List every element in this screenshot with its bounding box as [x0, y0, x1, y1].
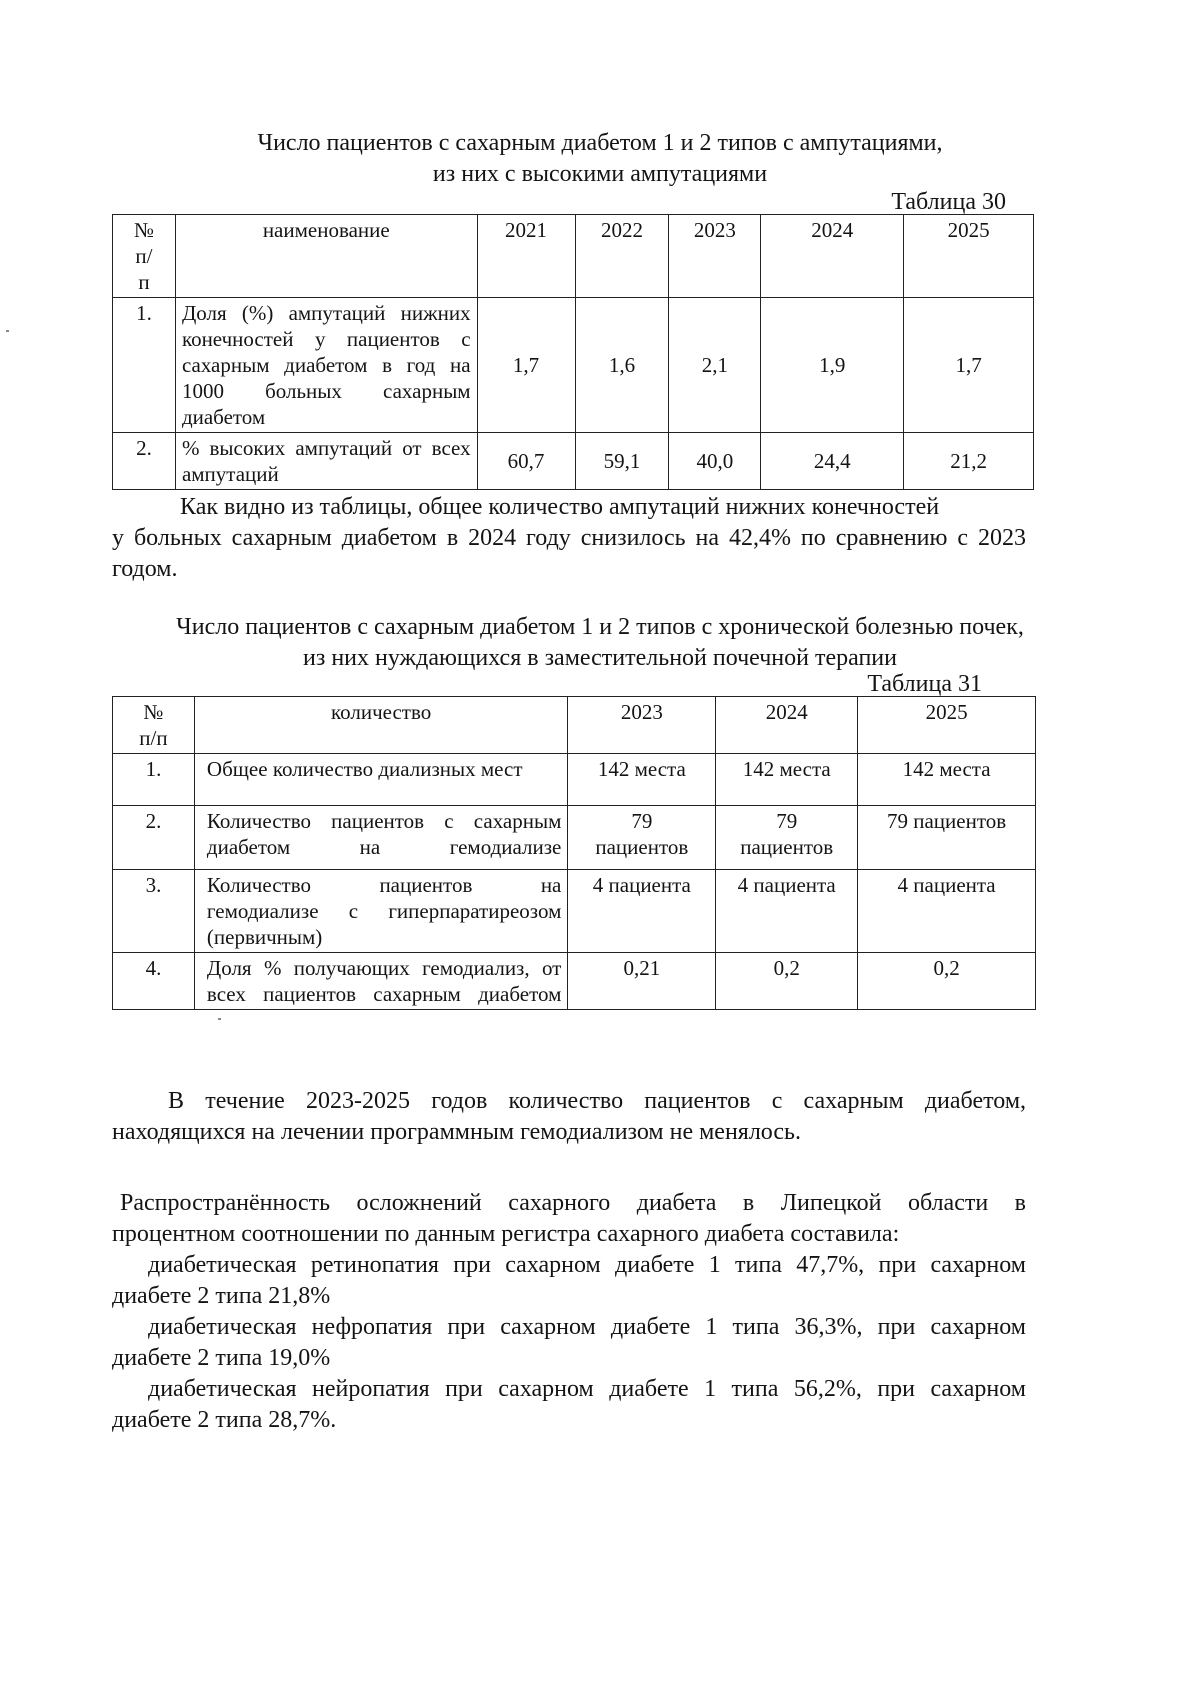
row-number: 2.	[113, 806, 195, 870]
table-row	[113, 433, 1034, 490]
row-value: 142 места	[858, 754, 1036, 806]
table30-title	[120, 128, 1080, 190]
table30-header-name: наименование	[175, 215, 477, 298]
table-row	[113, 870, 1036, 953]
nephropathy-line: диабете 2 типа 19,0%	[112, 1345, 331, 1371]
row-value: 24,4	[761, 433, 904, 490]
row-number: 1.	[113, 754, 195, 806]
row-value: 59,1	[575, 433, 669, 490]
row-value: 0,21	[568, 953, 716, 1010]
table30-header-row	[113, 215, 1034, 298]
table31-title-line2: из них нуждающихся в заместительной почечной терапии	[303, 645, 897, 671]
row-value: 1,7	[904, 298, 1034, 433]
table30-label: Таблица 30	[891, 189, 1006, 215]
table31	[112, 696, 1036, 1010]
table31-header-year: 2024	[716, 697, 858, 754]
row-name: Количество пациентов на гемодиализе с гиперпаратиреозом (первичным)	[194, 870, 567, 953]
row-name: % высоких ампутаций от всех ампутаций	[175, 433, 477, 490]
table31-title-line1: Число пациентов с сахарным диабетом 1 и 2 типов с хронической болезнью почек,	[176, 614, 1024, 640]
row-value: 0,2	[858, 953, 1036, 1010]
table31-title	[100, 612, 1100, 674]
row-value: 142 места	[568, 754, 716, 806]
retinopathy-line: диабетическая ретинопатия при сахарном диабете 1 типа 47,7%, при сахарном	[148, 1252, 1026, 1278]
paragraph-line: находящихся на лечении программным гемодиализом не менялось.	[112, 1119, 801, 1145]
row-value: 4 пациента	[716, 870, 858, 953]
paragraph-line: В течение 2023-2025 годов количество пациентов с сахарным диабетом,	[168, 1088, 1026, 1114]
row-name: Количество пациентов с сахарным диабетом на гемодиализе	[194, 806, 567, 870]
table31-header-year: 2023	[568, 697, 716, 754]
table30-header-num: № п/ п	[113, 215, 176, 298]
row-number: 2.	[113, 433, 176, 490]
retinopathy-line: диабете 2 типа 21,8%	[112, 1283, 331, 1309]
neuropathy-line: диабетическая нейропатия при сахарном диабете 1 типа 56,2%, при сахарном	[148, 1376, 1026, 1402]
table30-header-year: 2021	[477, 215, 575, 298]
row-value: 4 пациента	[568, 870, 716, 953]
table-row	[113, 806, 1036, 870]
table30-title-line2: из них с высокими ампутациями	[432, 161, 768, 187]
paragraph-line: Как видно из таблицы, общее количество ампутаций нижних конечностей	[180, 494, 940, 520]
scan-speck	[218, 1018, 221, 1020]
row-value: 0,2	[716, 953, 858, 1010]
row-value: 21,2	[904, 433, 1034, 490]
row-name: Доля (%) ампутаций нижних конечностей у пациентов с сахарным диабетом в год на 1000 больных сахарным диабетом	[175, 298, 477, 433]
table30-header-year: 2023	[669, 215, 761, 298]
row-value: 1,7	[477, 298, 575, 433]
table30	[112, 214, 1034, 490]
row-number: 4.	[113, 953, 195, 1010]
table30-header-year: 2025	[904, 215, 1034, 298]
row-name: Общее количество диализных мест	[194, 754, 567, 806]
row-value: 79 пациентов	[858, 806, 1036, 870]
row-value: 2,1	[669, 298, 761, 433]
table30-title-line1: Число пациентов с сахарным диабетом 1 и 2 типов с ампутациями,	[257, 130, 943, 156]
paragraph-line: Распространённость осложнений сахарного диабета в Липецкой области в	[120, 1190, 1026, 1216]
row-value: 79 пациентов	[568, 806, 716, 870]
row-value: 40,0	[669, 433, 761, 490]
table-row	[113, 298, 1034, 433]
row-number: 3.	[113, 870, 195, 953]
table31-header-row	[113, 697, 1036, 754]
row-value: 1,6	[575, 298, 669, 433]
table-row	[113, 953, 1036, 1010]
row-value: 4 пациента	[858, 870, 1036, 953]
row-name: Доля % получающих гемодиализ, от всех пациентов сахарным диабетом	[194, 953, 567, 1010]
paragraph-line: процентном соотношении по данным регистра сахарного диабета составила:	[112, 1221, 900, 1247]
row-number: 1.	[113, 298, 176, 433]
paragraph-line: у больных сахарным диабетом в 2024 году снизилось на 42,4% по сравнению с 2023	[112, 525, 1026, 551]
row-value: 79 пациентов	[716, 806, 858, 870]
row-value: 1,9	[761, 298, 904, 433]
paragraph-complications	[112, 1188, 1026, 1436]
paragraph-hemodialysis	[112, 1086, 1026, 1148]
table31-label: Таблица 31	[867, 671, 982, 697]
table31-header-num: № п/п	[113, 697, 195, 754]
neuropathy-line: диабете 2 типа 28,7%.	[112, 1407, 337, 1433]
table31-header-name: количество	[194, 697, 567, 754]
table30-header-year: 2024	[761, 215, 904, 298]
nephropathy-line: диабетическая нефропатия при сахарном диабете 1 типа 36,3%, при сахарном	[148, 1314, 1026, 1340]
table31-header-year: 2025	[858, 697, 1036, 754]
scan-speck	[6, 330, 9, 332]
paragraph-amputations	[112, 492, 1026, 585]
row-value: 142 места	[716, 754, 858, 806]
table-row	[113, 754, 1036, 806]
table30-header-year: 2022	[575, 215, 669, 298]
paragraph-line: годом.	[112, 556, 178, 582]
row-value: 60,7	[477, 433, 575, 490]
